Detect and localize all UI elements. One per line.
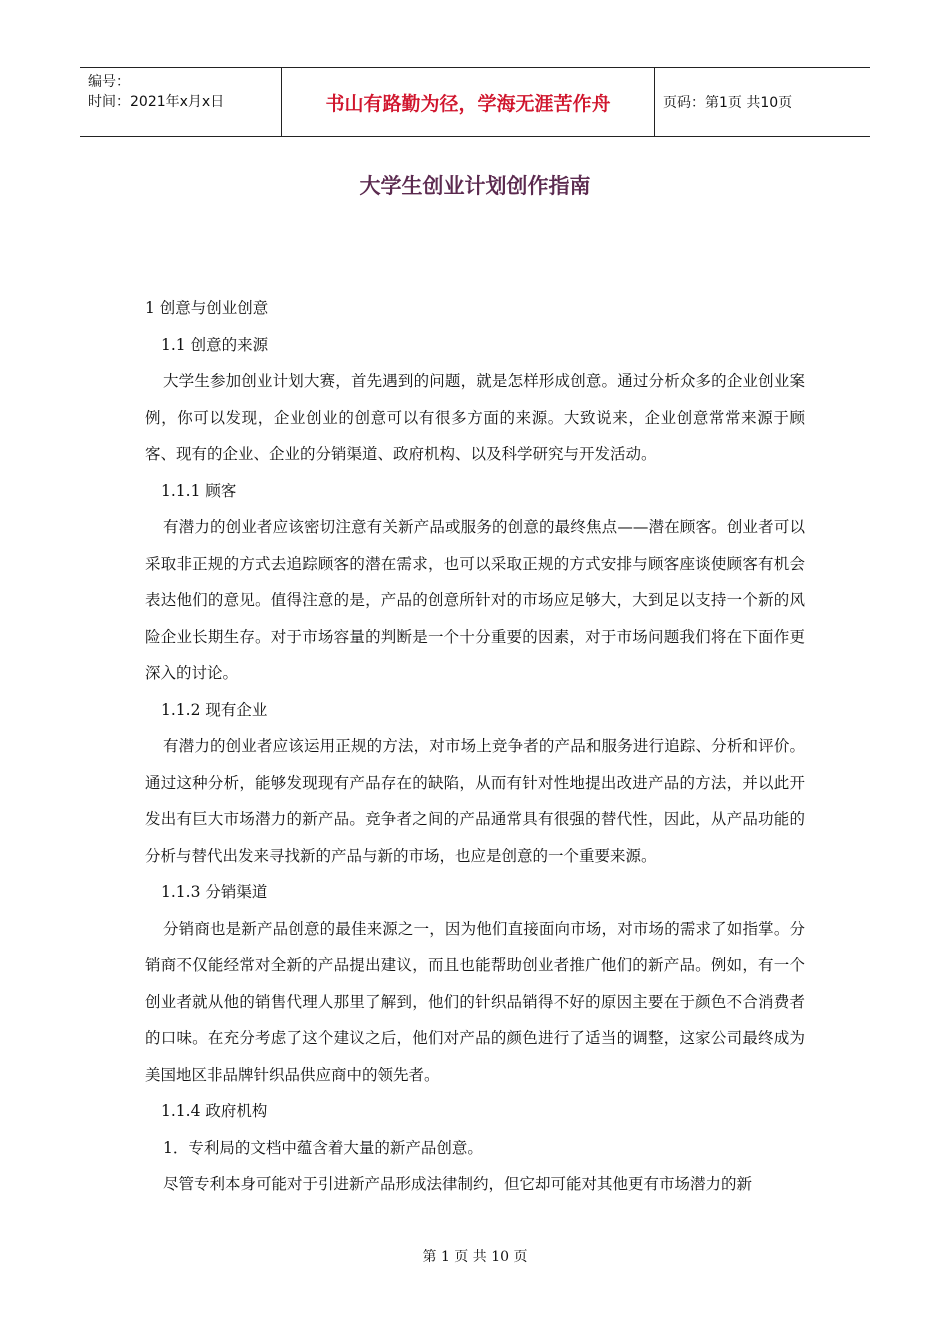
paragraph: 尽管专利本身可能对于引进新产品形成法律制约，但它却可能对其他更有市场潜力的新 <box>163 1175 753 1193</box>
page-footer: 第 1 页 共 10 页 <box>422 1249 528 1265</box>
paragraph: 1．专利局的文档中蕴含着大量的新产品创意。 <box>163 1138 483 1157</box>
paragraph: 分销商也是新产品创意的最佳来源之一，因为他们直接面向市场，对市场的需求了如指掌。分销商不仅能经常对全新的产品提出建议，而且也能帮助创业者推广他们的新产品。例如，有一个创业者就从他的销售代理人那里了解到，他们的针织品销得不好的原因主要在于颜色不合消费者的口味。在充分考虑了这个建议之后，他们对产品的颜色进行了适当的调整，这家公司最终成为美国地区非品牌针织品供应商中的领先者。 <box>145 919 805 1084</box>
header-page-info: 页码：第1页 共10页 <box>663 95 793 111</box>
header-motto: 书山有路勤为径，学海无涯苦作舟 <box>281 68 655 136</box>
subsubsection-heading: 1.1.1 顾客 <box>161 481 237 500</box>
doc-code-label: 编号： <box>88 74 130 90</box>
subsubsection-heading: 1.1.2 现有企业 <box>161 700 268 719</box>
subsection-heading: 1.1 创意的来源 <box>161 335 269 354</box>
section-heading: 1 创意与创业创意 <box>145 299 269 317</box>
header-table <box>80 67 870 137</box>
document-title: 大学生创业计划创作指南 <box>359 174 591 198</box>
paragraph: 有潜力的创业者应该运用正规的方法，对市场上竞争者的产品和服务进行追踪、分析和评价。通过这种分析，能够发现现有产品存在的缺陷，从而有针对性地提出改进产品的方法，并以此开发出有巨大市场潜力的新产品。竞争者之间的产品通常具有很强的替代性，因此，从产品功能的分析与替代出发来寻找新的产品与新的市场，也应是创意的一个重要来源。 <box>145 737 805 865</box>
header-meta-cell <box>80 68 281 136</box>
doc-date-label: 时间：2021年x月x日 <box>88 94 225 110</box>
subsubsection-heading: 1.1.4 政府机构 <box>161 1102 268 1120</box>
document-body <box>145 290 805 1203</box>
paragraph: 大学生参加创业计划大赛，首先遇到的问题，就是怎样形成创意。通过分析众多的企业创业案例，你可以发现，企业创业的创意可以有很多方面的来源。大致说来，企业创意常常来源于顾客、现有的企业、企业的分销渠道、政府机构、以及科学研究与开发活动。 <box>145 372 805 463</box>
subsubsection-heading: 1.1.3 分销渠道 <box>161 883 268 901</box>
paragraph: 有潜力的创业者应该密切注意有关新产品或服务的创意的最终焦点——潜在顾客。创业者可以采取非正规的方式去追踪顾客的潜在需求，也可以采取正规的方式安排与顾客座谈使顾客有机会表达他们的意见。值得注意的是，产品的创意所针对的市场应足够大，大到足以支持一个新的风险企业长期生存。对于市场容量的判断是一个十分重要的因素，对于市场问题我们将在下面作更深入的讨论。 <box>145 518 805 682</box>
